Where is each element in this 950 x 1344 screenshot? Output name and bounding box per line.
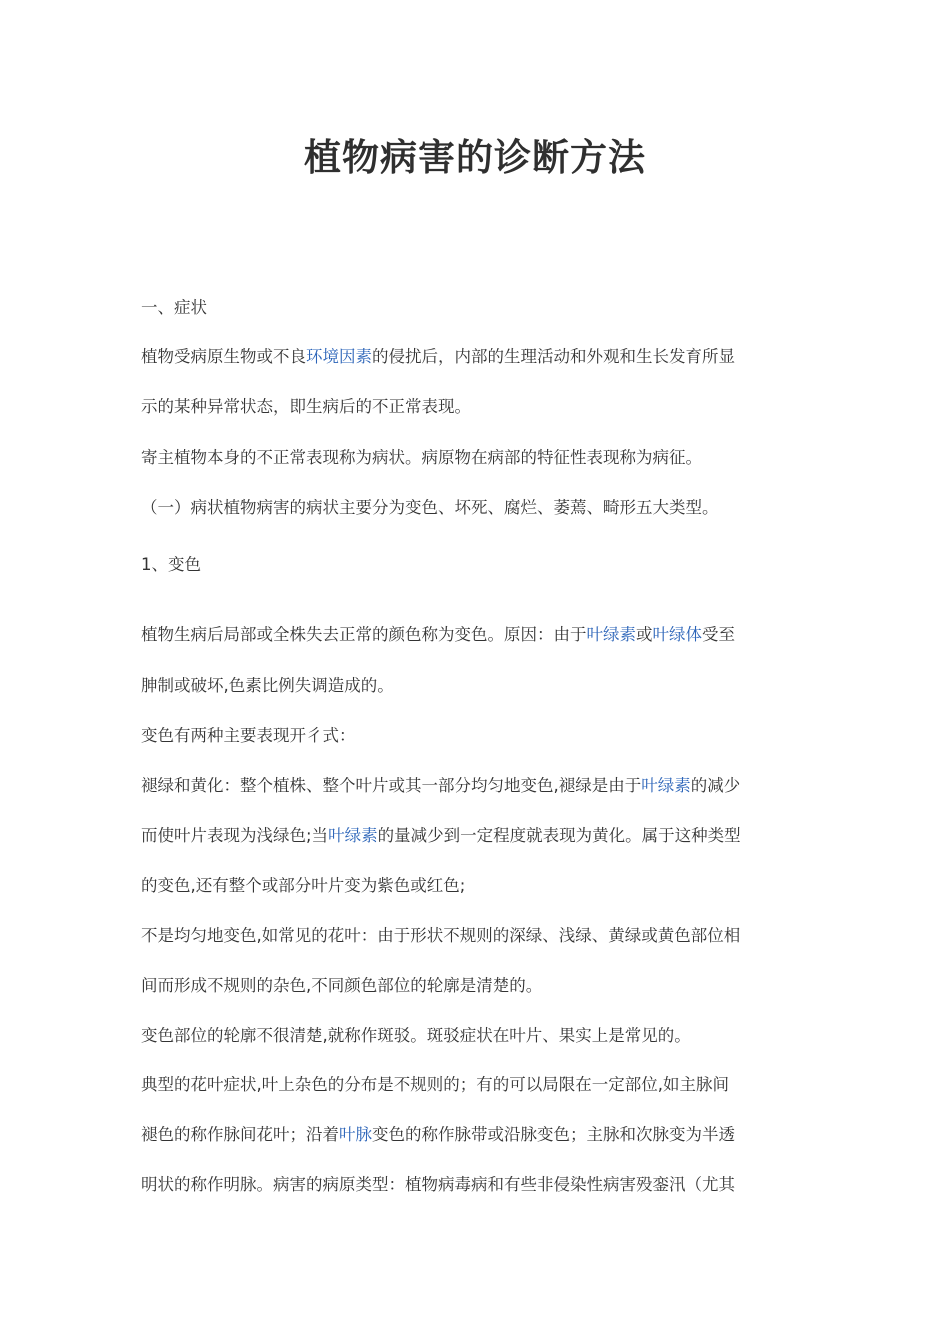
paragraph-text: 褪色的称作脉间花叶；沿着: [141, 1125, 339, 1144]
paragraph-text: 植物生病后局部或全株失去正常的颜色称为变色。原因：由于: [141, 625, 587, 644]
paragraph-line: [141, 924, 821, 948]
paragraph-line: [141, 1123, 821, 1147]
document-title: 植物病害的诊断方法: [304, 136, 646, 179]
term-link[interactable]: 叶绿素: [586, 625, 636, 644]
paragraph-text: 1、变色: [141, 555, 201, 574]
paragraph-line: [141, 345, 821, 369]
paragraph-line: [141, 496, 821, 520]
paragraph-text: 一、症状: [141, 298, 207, 317]
paragraph-text: 明状的称作明脉。病害的病原类型：植物病毒病和有些非侵染性病害殁銮汛（尤其: [141, 1175, 735, 1194]
paragraph-text: 胂制或破坏,色素比例失调造成的。: [141, 676, 394, 695]
paragraph-line: [141, 1173, 821, 1197]
paragraph-text: 示的某种异常状态，即生病后的不正常表现。: [141, 397, 471, 416]
paragraph-text: 寄主植物本身的不正常表现称为病状。病原物在病部的特征性表现称为病征。: [141, 448, 702, 467]
paragraph-text: 典型的花叶症状,叶上杂色的分布是不规则的；有的可以局限在一定部位,如主脉间: [141, 1075, 729, 1094]
paragraph-text: 而使叶片表现为浅绿色;当: [141, 826, 329, 845]
paragraph-text: 变色部位的轮廓不很清楚,就称作斑驳。斑驳症状在叶片、果实上是常见的。: [141, 1026, 691, 1045]
paragraph-line: [141, 724, 821, 748]
paragraph-text: 或: [636, 625, 653, 644]
paragraph-line: [141, 674, 821, 698]
term-link[interactable]: 叶绿素: [328, 826, 378, 845]
paragraph-line: [141, 296, 821, 320]
paragraph-line: [141, 974, 821, 998]
paragraph-line: [141, 824, 821, 848]
paragraph-text: 变色的称作脉带或沿脉变色；主脉和次脉变为半透: [372, 1125, 735, 1144]
paragraph-line: [141, 553, 821, 577]
paragraph-text: 的量减少到一定程度就表现为黄化。属于这种类型: [377, 826, 741, 845]
term-link[interactable]: 叶绿体: [652, 625, 702, 644]
paragraph-line: [141, 774, 821, 798]
paragraph-text: 植物受病原生物或不良: [141, 347, 306, 366]
paragraph-line: [141, 1024, 821, 1048]
term-link[interactable]: 叶脉: [339, 1125, 372, 1144]
paragraph-text: 变色有两种主要表现开彳式：: [141, 726, 356, 745]
paragraph-text: 的侵扰后，内部的生理活动和外观和生长发育所显: [372, 347, 735, 366]
paragraph-line: [141, 1073, 821, 1097]
paragraph-text: 的减少: [690, 776, 741, 795]
term-link[interactable]: 叶绿素: [641, 776, 691, 795]
paragraph-text: 褪绿和黄化：整个植株、整个叶片或其一部分均匀地变色,褪绿是由于: [141, 776, 642, 795]
paragraph-text: 间而形成不规则的杂色,不同颜色部位的轮廓是清楚的。: [141, 976, 543, 995]
paragraph-text: （一）病状植物病害的病状主要分为变色、坏死、腐烂、萎蔫、畸形五大类型。: [141, 498, 719, 517]
paragraph-line: [141, 395, 821, 419]
paragraph-text: 不是均匀地变色,如常见的花叶：由于形状不规则的深绿、浅绿、黄绿或黄色部位相: [141, 926, 741, 945]
paragraph-line: [141, 623, 821, 647]
paragraph-text: 受至: [702, 625, 735, 644]
paragraph-line: [141, 874, 821, 898]
paragraph-line: [141, 446, 821, 470]
term-link[interactable]: 环境因素: [306, 347, 372, 366]
paragraph-text: 的变色,还有整个或部分叶片变为紫色或红色;: [141, 876, 466, 895]
